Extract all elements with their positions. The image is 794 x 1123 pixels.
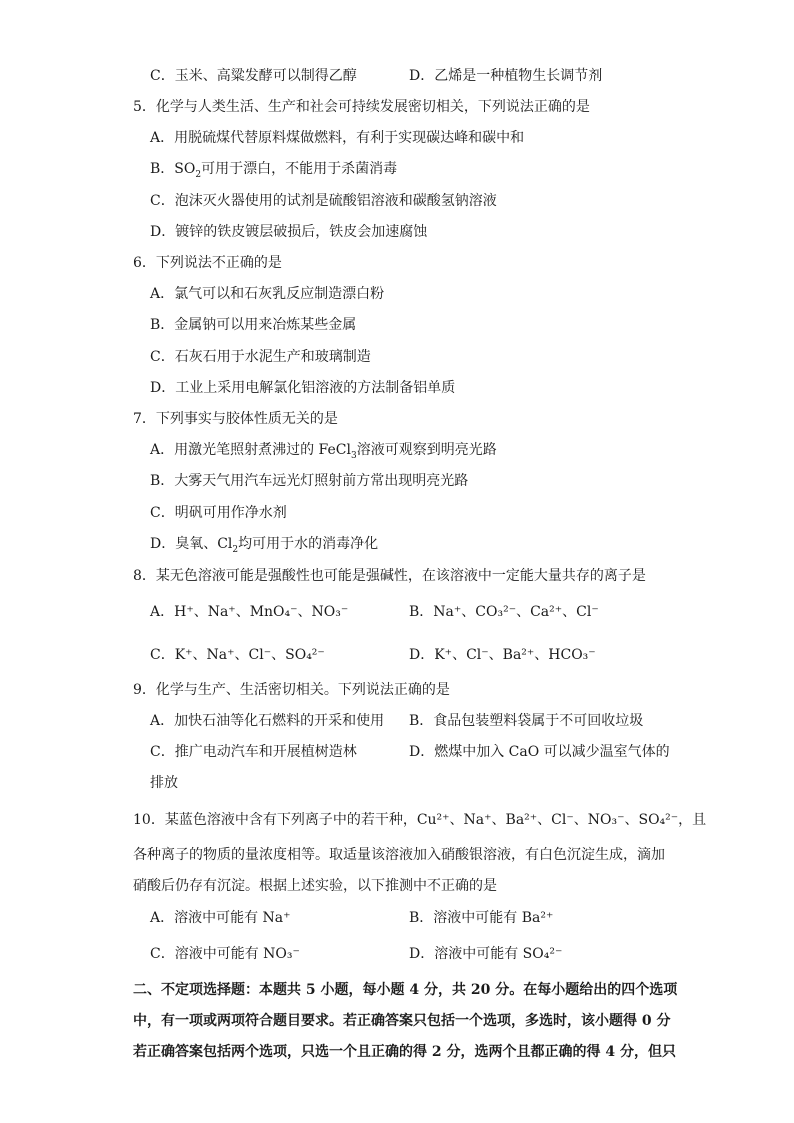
section-2-instructions-line-2: 中，有一项或两项符合题目要求。若正确答案只包括一个选项，多选时，该小题得 0 分 (133, 1013, 671, 1029)
option-c-top: C．玉米、高粱发酵可以制得乙醇 (150, 68, 357, 84)
question-7-option-a: A．用激光笔照射煮沸过的 FeCl$_3$溶液可观察到明亮光路 (150, 442, 497, 461)
question-6-stem: 6．下列说法不正确的是 (133, 255, 282, 271)
question-5-option-b: B．$SO_2$可用于漂白，不能用于杀菌消毒 (150, 161, 398, 180)
question-5-stem: 5．化学与人类生活、生产和社会可持续发展密切相关，下列说法正确的是 (133, 99, 590, 115)
question-9-option-d-continued: 排放 (150, 775, 178, 791)
question-9-stem: 9．化学与生产、生活密切相关。下列说法正确的是 (133, 682, 450, 698)
question-9-option-d: D．燃煤中加入 CaO 可以减少温室气体的 (409, 744, 670, 760)
question-7-option-d: D．臭氧、$Cl_2$均可用于水的消毒净化 (150, 536, 379, 555)
question-6-option-d: D．工业上采用电解氯化铝溶液的方法制备铝单质 (150, 380, 456, 396)
question-7-option-b: B．大雾天气用汽车远光灯照射前方常出现明亮光路 (150, 473, 469, 489)
question-6-option-b: B．金属钠可以用来冶炼某些金属 (150, 317, 357, 333)
question-10-option-c: C．溶液中可能有 NO₃⁻ (150, 946, 300, 962)
question-8-option-a: A．H⁺、Na⁺、MnO₄⁻、NO₃⁻ (150, 604, 349, 620)
question-10-stem-line-1: 10．某蓝色溶液中含有下列离子中的若干种，Cu²⁺、Na⁺、Ba²⁺、Cl⁻、NO₃⁻、SO₄²⁻，且 (133, 812, 707, 828)
question-10-stem-line-2: 各种离子的物质的量浓度相等。取适量该溶液加入硝酸银溶液，有白色沉淀生成，滴加 (133, 847, 665, 863)
question-6-option-a: A．氯气可以和石灰乳反应制造漂白粉 (150, 286, 385, 302)
question-8-stem: 8．某无色溶液可能是强酸性也可能是强碱性，在该溶液中一定能大量共存的离子是 (133, 568, 646, 584)
question-5-option-a: A．用脱硫煤代替原料煤做燃料，有利于实现碳达峰和碳中和 (150, 130, 525, 146)
question-5-option-c: C．泡沫灭火器使用的试剂是硫酸铝溶液和碳酸氢钠溶液 (150, 193, 497, 209)
section-2-instructions-line-1: 二、不定项选择题：本题共 5 小题，每小题 4 分，共 20 分。在每小题给出的四个选项 (133, 982, 678, 998)
question-9-option-b: B．食品包装塑料袋属于不可回收垃圾 (409, 713, 644, 729)
question-9-option-c: C．推广电动汽车和开展植树造林 (150, 744, 357, 760)
section-2-instructions-line-3: 若正确答案包括两个选项，只选一个且正确的得 2 分，选两个且都正确的得 4 分，但只 (133, 1044, 676, 1060)
question-6-option-c: C．石灰石用于水泥生产和玻璃制造 (150, 349, 371, 365)
question-8-option-d: D．K⁺、Cl⁻、Ba²⁺、HCO₃⁻ (409, 647, 596, 663)
question-10-option-d: D．溶液中可能有 SO₄²⁻ (409, 946, 563, 962)
option-d-top: D．乙烯是一种植物生长调节剂 (409, 68, 603, 84)
question-8-option-c: C．K⁺、Na⁺、Cl⁻、SO₄²⁻ (150, 647, 325, 663)
question-10-option-b: B．溶液中可能有 Ba²⁺ (409, 910, 554, 926)
question-10-option-a: A．溶液中可能有 Na⁺ (150, 910, 291, 926)
question-5-option-d: D．镀锌的铁皮镀层破损后，铁皮会加速腐蚀 (150, 224, 428, 240)
question-10-stem-line-3: 硝酸后仍存有沉淀。根据上述实验，以下推测中不正确的是 (133, 878, 497, 894)
question-9-option-a: A．加快石油等化石燃料的开采和使用 (150, 713, 385, 729)
question-7-option-c: C．明矾可用作净水剂 (150, 505, 287, 521)
question-7-stem: 7．下列事实与胶体性质无关的是 (133, 411, 338, 427)
question-8-option-b: B．Na⁺、CO₃²⁻、Ca²⁺、Cl⁻ (409, 604, 599, 620)
